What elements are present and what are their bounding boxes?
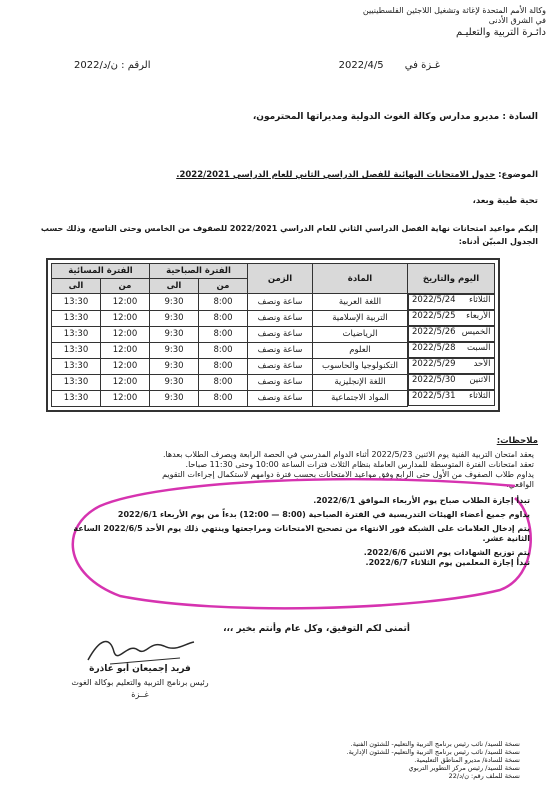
- header-subject: المادة: [313, 264, 408, 294]
- morning-to-cell: 9:30: [150, 358, 199, 374]
- morning-to-cell: 9:30: [150, 390, 199, 406]
- subject-cell: التربية الإسلامية: [313, 310, 408, 326]
- ref-label: الرقم : ن/د/: [99, 60, 151, 71]
- subject-text: جدول الامتحانات النهائية للفصل الدراسي الثاني للعام الدراسي 2022/2021.: [176, 170, 496, 180]
- duration-cell: ساعة ونصف: [248, 294, 313, 311]
- org-line2: في الشرق الأدنى: [488, 16, 546, 25]
- intro-line1: إليكم مواعيد امتحانات نهاية الفصل الدراسي الثاني للعام الدراسي 2022/2021 للصفوف من الخامس وحتى التاسع، وذلك حسب: [40, 224, 538, 233]
- day-date-cell: [408, 358, 495, 374]
- exam-date: 2022/5/30: [412, 375, 456, 385]
- subject-label: الموضوع:: [498, 170, 538, 180]
- morning-from-cell: 8:00: [199, 294, 248, 311]
- day-date-cell: [408, 390, 495, 406]
- circled-note-item: تبدأ إجازة المعلمين يوم الثلاثاء 2022/6/7.: [365, 558, 530, 567]
- header-morning-from: من: [199, 279, 248, 294]
- exam-date: 2022/5/28: [412, 343, 456, 353]
- table-row: [52, 358, 495, 374]
- morning-to-cell: 9:30: [150, 326, 199, 342]
- day-name: الأربعاء: [466, 311, 491, 321]
- duration-cell: ساعة ونصف: [248, 342, 313, 358]
- subject-cell: الرياضيات: [313, 326, 408, 342]
- letter-date: 2022/4/5: [338, 60, 384, 71]
- header-morning-to: الى: [150, 279, 199, 294]
- notes-title: ملاحظات:: [496, 436, 538, 446]
- note-item: يداوم طلاب الصفوف من الأول حتى الرابع وفق مواعيد الامتحانات بحسب فترة دوامهم لاستكمال إجراءات التقويم: [162, 470, 534, 479]
- evening-from-cell: 12:00: [101, 342, 150, 358]
- table-row: [52, 326, 495, 342]
- addressee: السادة : مديرو مدارس وكالة الغوث الدولية ومديراتها المحترمون،: [252, 112, 538, 122]
- signer-city: غــزة: [131, 690, 149, 699]
- reference-number: [74, 60, 151, 71]
- greeting: تحية طيبة وبعد،: [472, 196, 538, 206]
- evening-to-cell: 13:30: [52, 342, 101, 358]
- header-morning: الفترة الصباحية: [150, 264, 248, 279]
- day-name: الأحد: [473, 359, 491, 369]
- cc-item: نسخة للسيد/ رئيس مركز التطوير التربوي: [408, 764, 520, 772]
- date-place: غـزة في: [404, 60, 440, 71]
- exam-date: 2022/5/31: [412, 391, 456, 401]
- cc-item: نسخة للسادة/ مديرو المناطق التعليمية.: [414, 756, 520, 764]
- subject-line: [18, 170, 538, 180]
- table-row: [52, 294, 495, 311]
- ref-value: 2022: [74, 60, 100, 71]
- day-date-cell: [408, 326, 495, 342]
- cc-list: [260, 740, 520, 780]
- morning-from-cell: 8:00: [199, 326, 248, 342]
- table-row: [52, 342, 495, 358]
- day-name: الثلاثاء: [468, 295, 491, 305]
- morning-to-cell: 9:30: [150, 310, 199, 326]
- circled-note-item: يتم إدخال العلامات على الشبكة فور الانتهاء من تصحيح الامتحانات ومراجعتها وينتهي ذلك يوم الأحد 2022/6/5 الساعة: [73, 524, 530, 533]
- exam-date: 2022/5/26: [412, 327, 456, 337]
- signature-scribble: [80, 632, 200, 668]
- note-item: تعقد امتحانات الفترة المتوسطة للمدارس العاملة بنظام الثلاث فترات الساعة 10:00 وحتى 11:30 صباحا.: [185, 460, 534, 469]
- exam-date: 2022/5/29: [412, 359, 456, 369]
- day-name: الثلاثاء: [468, 391, 491, 401]
- day-date-cell: [408, 374, 495, 390]
- evening-to-cell: 13:30: [52, 310, 101, 326]
- table-row: [52, 374, 495, 390]
- duration-cell: ساعة ونصف: [248, 310, 313, 326]
- day-date-cell: [408, 342, 495, 358]
- duration-cell: ساعة ونصف: [248, 358, 313, 374]
- morning-from-cell: 8:00: [199, 342, 248, 358]
- day-date-cell: [408, 310, 495, 326]
- signer-name: فريد إجميعان أبو عاذرة: [89, 664, 191, 674]
- note-item: الواقعي.: [506, 480, 534, 489]
- circled-note-item: يتم توزيع الشهادات يوم الاثنين 2022/6/6.: [363, 548, 530, 557]
- evening-from-cell: 12:00: [101, 390, 150, 406]
- subject-cell: اللغة العربية: [313, 294, 408, 311]
- morning-to-cell: 9:30: [150, 374, 199, 390]
- schedule-table: [51, 263, 495, 407]
- morning-from-cell: 8:00: [199, 374, 248, 390]
- header-day: اليوم والتاريخ: [408, 264, 495, 294]
- evening-from-cell: 12:00: [101, 358, 150, 374]
- morning-from-cell: 8:00: [199, 310, 248, 326]
- date-line: [339, 60, 440, 71]
- circled-notes: [70, 496, 530, 568]
- cc-item: نسخة للسيد/ نائب رئيس برنامج التربية والتعليم- للشئون الإدارية.: [346, 748, 520, 756]
- subject-cell: التكنولوجيا والحاسوب: [313, 358, 408, 374]
- day-name: السبت: [467, 343, 491, 353]
- circled-note-item: الثانية عشر.: [482, 534, 530, 543]
- table-row: [52, 390, 495, 406]
- cc-item: نسخة للملف رقم: ن/د/22: [448, 772, 520, 780]
- evening-from-cell: 12:00: [101, 374, 150, 390]
- evening-to-cell: 13:30: [52, 326, 101, 342]
- evening-from-cell: 12:00: [101, 326, 150, 342]
- department: دائـرة التربية والتعليـم: [456, 27, 546, 38]
- exam-date: 2022/5/24: [412, 295, 456, 305]
- header-time: الزمن: [248, 264, 313, 294]
- circled-note-item: تبدأ إجازة الطلاب صباح يوم الأربعاء الموافق 2022/6/1.: [313, 496, 530, 505]
- morning-from-cell: 8:00: [199, 390, 248, 406]
- circled-note-item: يداوم جميع أعضاء الهيئات التدريسية في الفترة الصباحية (8:00 — 12:00) بدءاً من يوم الأربعاء 2022/6/1: [117, 510, 530, 519]
- intro-line2: الجدول المبيّن أدناه:: [458, 237, 538, 246]
- duration-cell: ساعة ونصف: [248, 374, 313, 390]
- exam-date: 2022/5/25: [412, 311, 456, 321]
- table-row: [52, 310, 495, 326]
- header-evening-to: الى: [52, 279, 101, 294]
- header-evening: الفترة المسائية: [52, 264, 150, 279]
- evening-to-cell: 13:30: [52, 390, 101, 406]
- day-date-cell: [408, 294, 495, 310]
- evening-from-cell: 12:00: [101, 310, 150, 326]
- evening-to-cell: 13:30: [52, 358, 101, 374]
- subject-cell: اللغة الإنجليزية: [313, 374, 408, 390]
- duration-cell: ساعة ونصف: [248, 390, 313, 406]
- letterhead: [286, 6, 546, 38]
- morning-from-cell: 8:00: [199, 358, 248, 374]
- schedule-table-frame: [46, 258, 500, 412]
- header-evening-from: من: [101, 279, 150, 294]
- evening-to-cell: 13:30: [52, 294, 101, 311]
- org-line1: وكالة الأمم المتحدة لإغاثة وتشغيل اللاجئين الفلسطينيين: [362, 6, 546, 15]
- duration-cell: ساعة ونصف: [248, 326, 313, 342]
- day-name: الخميس: [461, 327, 491, 337]
- morning-to-cell: 9:30: [150, 294, 199, 311]
- morning-to-cell: 9:30: [150, 342, 199, 358]
- closing: أتمنى لكم التوفيق، وكل عام وأنتم بخير ،،،: [223, 624, 410, 634]
- subject-cell: المواد الاجتماعية: [313, 390, 408, 406]
- evening-from-cell: 12:00: [101, 294, 150, 311]
- subject-cell: العلوم: [313, 342, 408, 358]
- note-item: يعقد امتحان التربية الفنية يوم الاثنين 2022/5/23 أثناء الدوام المدرسي في الحصة الرابعة ويصرف الطلاب بعدها.: [162, 450, 534, 459]
- day-name: الاثنين: [469, 375, 491, 385]
- evening-to-cell: 13:30: [52, 374, 101, 390]
- cc-item: نسخة للسيد/ نائب رئيس برنامج التربية والتعليم- للشئون الفنية.: [350, 740, 520, 748]
- signer-title: رئيس برنامج التربية والتعليم بوكالة الغوث: [71, 678, 209, 687]
